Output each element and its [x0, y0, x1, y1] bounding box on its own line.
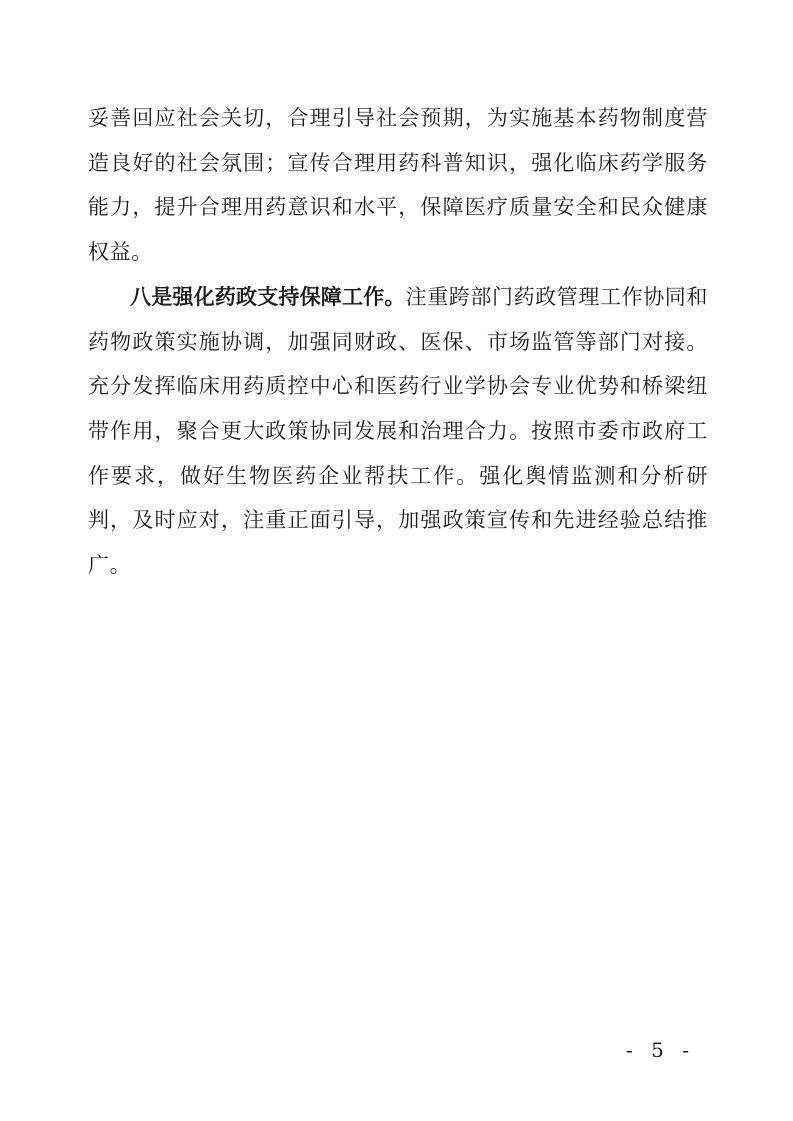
paragraph-continued: 妥善回应社会关切，合理引导社会预期，为实施基本药物制度营造良好的社会氛围；宣传合理用药科普知识，强化临床药学服务能力，提升合理用药意识和水平，保障医疗质量安全和民众健康权益。 — [88, 106, 708, 265]
section-eight-lead: 八是强化药政支持保障工作。 — [130, 284, 406, 309]
document-body — [88, 96, 708, 588]
page-number: - 5 - — [626, 1038, 695, 1062]
paragraph-section-eight — [88, 275, 708, 588]
section-eight-text: 注重跨部门药政管理工作协同和药物政策实施协调，加强同财政、医保、市场监管等部门对接。充分发挥临床用药质控中心和医药行业学协会专业优势和桥梁纽带作用，聚合更大政策协同发展和治理合力。按照市委市政府工作要求，做好生物医药企业帮扶工作。强化舆情监测和分析研判，及时应对，注重正面引导，加强政策宣传和先进经验总结推广。 — [88, 284, 709, 578]
